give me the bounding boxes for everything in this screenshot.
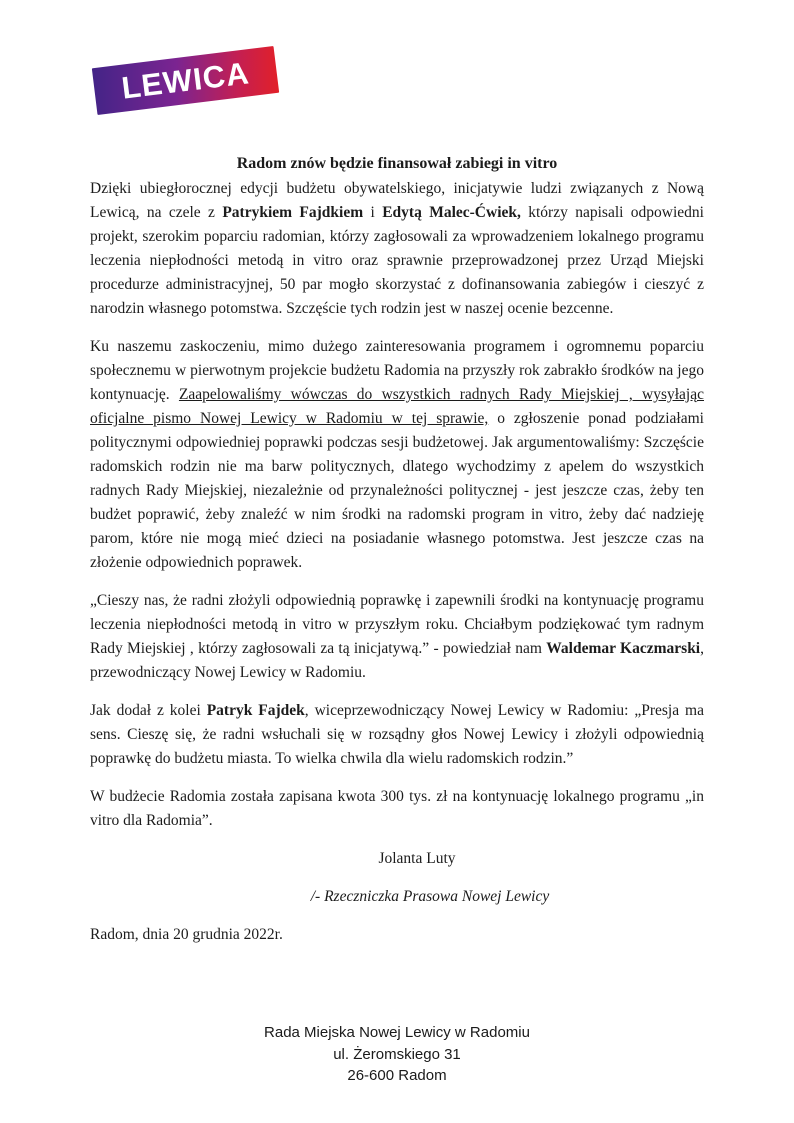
- document-body: [90, 177, 704, 961]
- lewica-logo-text: LEWICA: [119, 54, 252, 106]
- document-title: Radom znów będzie finansował zabiegi in vitro: [236, 154, 558, 172]
- body-paragraph: Jak dodał z kolei Patryk Fajdek, wiceprzewodniczący Nowej Lewicy w Radomiu: „Presja ma sens. Cieszę się, że radni wsłuchali się w rozsądny głos Nowej Lewicy i złożyli odpowiednią poprawkę do budżetu miasta. To wielka chwila dla wielu radomskich rodzin.”: [90, 702, 704, 767]
- body-paragraph: W budżecie Radomia została zapisana kwota 300 tys. zł na kontynuację lokalnego programu „in vitro dla Radomia”.: [90, 788, 704, 829]
- signature-name: Jolanta Luty: [378, 850, 456, 867]
- document-footer: [0, 1022, 794, 1087]
- body-paragraph: Ku naszemu zaskoczeniu, mimo dużego zainteresowania programem i ogromnemu poparciu społecznemu w pierwotnym projekcie budżetu Radomia na przyszły rok zabrakło środków na jego kontynuację. Zaapelowaliśmy wówczas do wszystkich radnych Rady Miejskiej , wysyłając oficjalne pismo Nowej Lewicy w Radomiu w tej sprawie, o zgłoszenie ponad podziałami politycznymi odpowiedniej poprawki podczas sesji budżetowej. Jak argumentowaliśmy: Szczęście radomskich rodzin nie ma barw politycznych, dlatego wychodzimy z apelem do wszystkich radnych Rady Miejskiej, niezależnie od przynależności politycznej - jest jeszcze czas, żeby ten budżet poprawić, żeby znaleźć w nim środki na radomski program in vitro, żeby dać nadzieję parom, które nie mogą mieć dzieci na posiadanie własnego potomstwa. Jest jeszcze czas na złożenie odpowiednich poprawek.: [90, 338, 704, 571]
- body-paragraph: „Cieszy nas, że radni złożyli odpowiednią poprawkę i zapewnili środki na kontynuację programu leczenia niepłodności metodą in vitro w przyszłym roku. Chciałbym podziękować tym radnym Rady Miejskiej , którzy zagłosowali za tą inicjatywą.” - powiedział nam Waldemar Kaczmarski, przewodniczący Nowej Lewicy w Radomiu.: [90, 592, 704, 681]
- lewica-logo: [92, 46, 279, 115]
- footer-organization: Rada Miejska Nowej Lewicy w Radomiu: [264, 1024, 530, 1041]
- dateline: Radom, dnia 20 grudnia 2022r.: [90, 926, 283, 943]
- footer-street-address: ul. Żeromskiego 31: [333, 1045, 461, 1063]
- body-paragraph: Dzięki ubiegłorocznej edycji budżetu obywatelskiego, inicjatywie ludzi związanych z Nową Lewicą, na czele z Patrykiem Fajdkiem i Edytą Malec-Ćwiek, którzy napisali odpowiedni projekt, szerokim poparciu radomian, którzy zagłosowali za wprowadzeniem lokalnego programu leczenia niepłodności metodą in vitro oraz sprawnie przeprowadzonej przez Urząd Miejski procedurze administracyjnej, 50 par mogło skorzystać z dofinansowania zabiegów i cieszyć z narodzin własnego potomstwa. Szczęście tych rodzin jest w naszej ocenie bezcenne.: [90, 180, 704, 317]
- signature-role: /- Rzeczniczka Prasowa Nowej Lewicy: [310, 888, 550, 905]
- footer-postal-city: 26-600 Radom: [347, 1067, 447, 1084]
